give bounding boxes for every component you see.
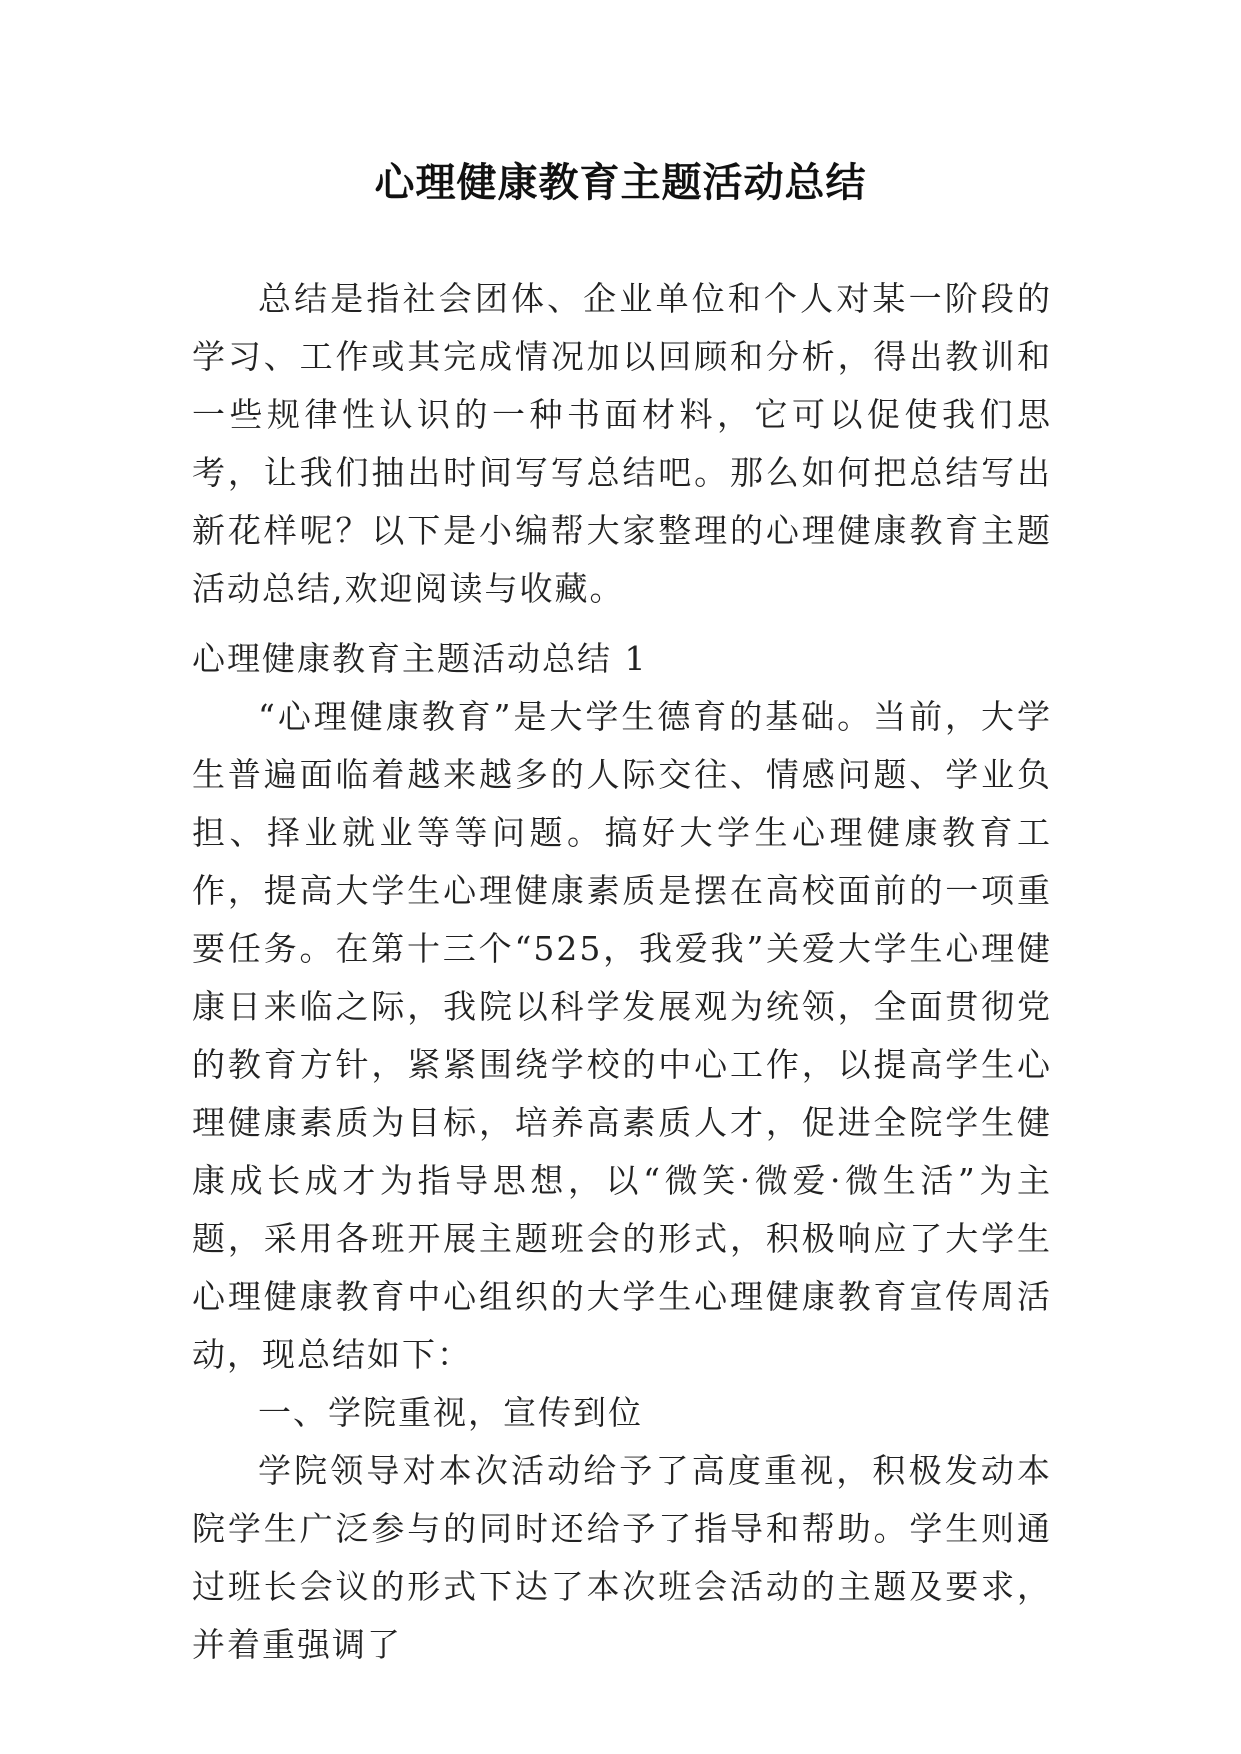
section-heading: 心理健康教育主题活动总结 1 <box>192 639 648 678</box>
body-paragraph: “心理健康教育”是大学生德育的基础。当前，大学生普遍面临着越来越多的人际交往、情感问题、学业负担、择业就业等等问题。搞好大学生心理健康教育工作，提高大学生心理健康素质是摆在高校面前的一项重要任务。在第十三个“525，我爱我”关爱大学生心理健康日来临之际，我院以科学发展观为统领，全面贯彻党的教育方针，紧紧围绕学校的中心工作，以提高学生心理健康素质为目标，培养高素质人才，促进全院学生健康成长成才为指导思想，以“微笑·微爱·微生活”为主题，采用各班开展主题班会的形式，积极响应了大学生心理健康教育中心组织的大学生心理健康教育宣传周活动，现总结如下： <box>192 697 1052 1374</box>
intro-section <box>192 270 1052 618</box>
section-1 <box>192 630 1052 1674</box>
document-title: 心理健康教育主题活动总结 <box>374 160 867 206</box>
body-paragraph: 学院领导对本次活动给予了高度重视，积极发动本院学生广泛参与的同时还给予了指导和帮助。学生则通过班长会议的形式下达了本次班会活动的主题及要求，并着重强调了 <box>192 1451 1052 1664</box>
subsection-heading: 一、学院重视，宣传到位 <box>258 1393 643 1432</box>
intro-paragraph: 总结是指社会团体、企业单位和个人对某一阶段的学习、工作或其完成情况加以回顾和分析，得出教训和一些规律性认识的一种书面材料，它可以促使我们思考，让我们抽出时间写写总结吧。那么如何把总结写出新花样呢？以下是小编帮大家整理的心理健康教育主题活动总结,欢迎阅读与收藏。 <box>192 279 1052 608</box>
